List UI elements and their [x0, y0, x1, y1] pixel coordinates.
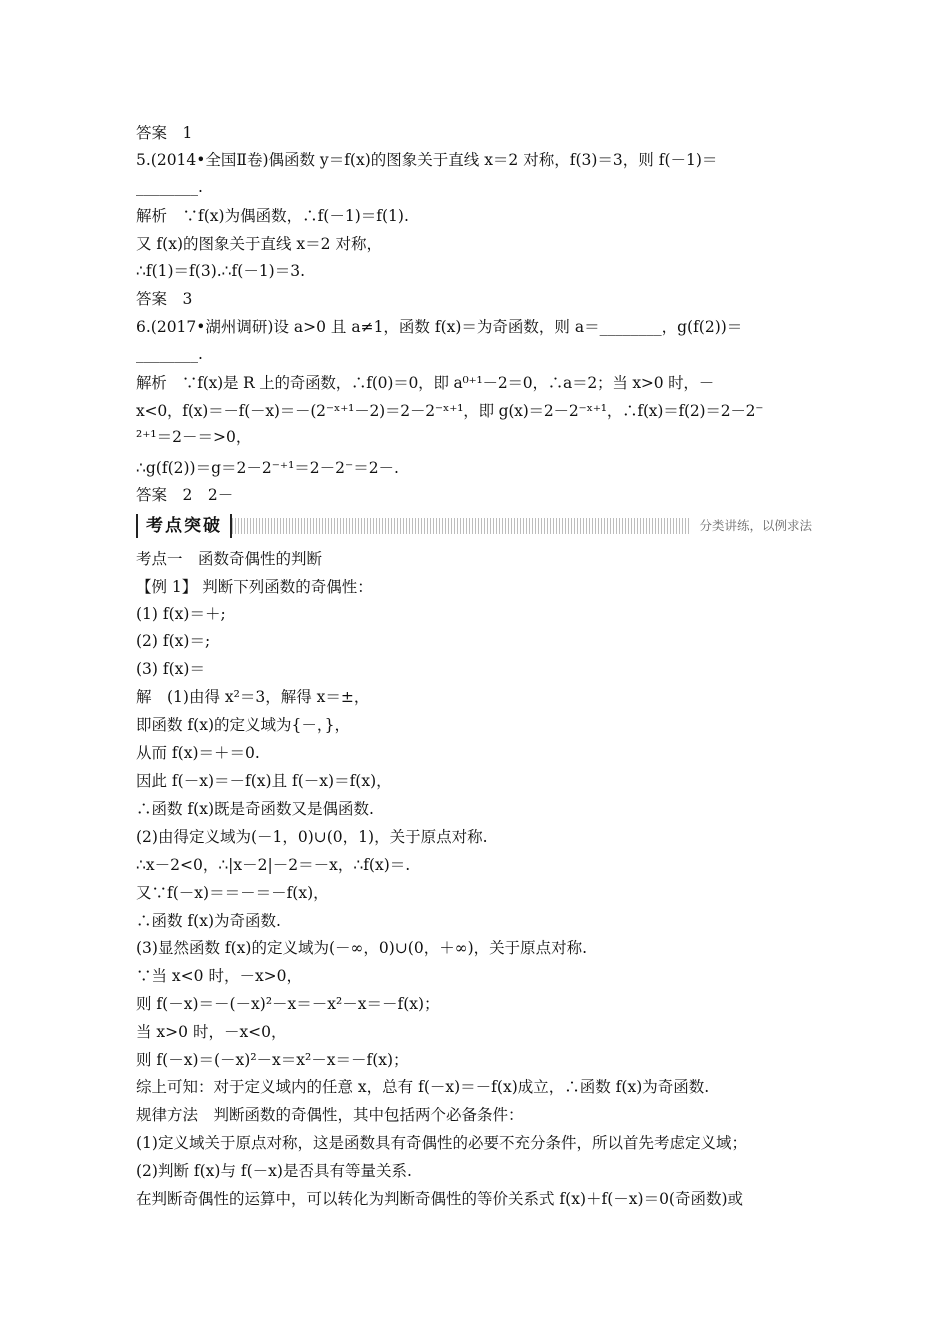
method-point-1: (1)定义域关于原点对称，这是函数具有奇偶性的必要不充分条件，所以首先考虑定义域；	[136, 1134, 747, 1152]
method-point-2: (2)判断 f(x)与 f(－x)是否具有等量关系.	[136, 1162, 412, 1180]
problem-5-analysis-2: 又 f(x)的图象关于直线 x＝2 对称，	[136, 235, 382, 253]
solution-1-step-5: ∴函数 f(x)既是奇函数又是偶函数.	[136, 800, 374, 818]
solution-3-conclusion: 综上可知：对于定义域内的任意 x，总有 f(－x)＝－f(x)成立，∴函数 f(x)为奇函数.	[136, 1078, 710, 1096]
problem-5-analysis-3: ∴f(1)＝f(3).∴f(－1)＝3.	[136, 262, 306, 280]
method-note: 在判断奇偶性的运算中，可以转化为判断奇偶性的等价关系式 f(x)＋f(－x)＝0(奇函数)或	[136, 1190, 744, 1208]
solution-1-step-4: 因此 f(－x)＝－f(x)且 f(－x)＝f(x)，	[136, 772, 392, 790]
problem-6-statement: 6.(2017•湖州调研)设 a>0 且 a≠1，函数 f(x)＝为奇函数，则 a＝________，g(f(2))＝	[136, 318, 743, 336]
problem-6-analysis-1: 解析 ∵f(x)是 R 上的奇函数，∴f(0)＝0，即 a⁰⁺¹－2＝0，∴a＝2；当 x>0 时，－	[136, 374, 714, 392]
answer-6: 答案 2 2－	[136, 486, 234, 504]
solution-1-step-2: 即函数 f(x)的定义域为{－，}，	[136, 716, 350, 734]
section-subtitle: 分类讲练，以例求法	[691, 516, 812, 536]
answer-5: 答案 3	[136, 290, 193, 308]
example-1-prompt: 【例 1】 判断下列函数的奇偶性：	[136, 578, 373, 596]
example-1-part-1: (1) f(x)＝＋;	[136, 605, 226, 623]
problem-6-analysis-4: ∴g(f(2))＝g＝2－2⁻⁺¹＝2－2⁻＝2－.	[136, 459, 399, 477]
problem-5-blank: ________.	[136, 178, 203, 196]
section-title: 考点突破	[136, 514, 232, 538]
solution-1-step-1: 解 (1)由得 x²＝3，解得 x＝±，	[136, 688, 370, 706]
section-header	[136, 514, 814, 540]
problem-5-statement: 5.(2014•全国Ⅱ卷)偶函数 y＝f(x)的图象关于直线 x＝2 对称，f(3)＝3，则 f(－1)＝	[136, 151, 718, 169]
example-1-part-3: (3) f(x)＝	[136, 660, 205, 678]
example-1-part-2: (2) f(x)＝;	[136, 632, 211, 650]
topic-1-heading: 考点一 函数奇偶性的判断	[136, 550, 323, 568]
method-heading: 规律方法 判断函数的奇偶性，其中包括两个必备条件：	[136, 1106, 524, 1124]
solution-2-step-4: ∴函数 f(x)为奇函数.	[136, 912, 281, 930]
solution-2-step-2: ∴x－2<0，∴|x－2|－2＝－x，∴f(x)＝.	[136, 856, 411, 874]
problem-6-blank: ________.	[136, 345, 203, 363]
answer-1: 答案 1	[136, 124, 193, 142]
solution-2-step-1: (2)由得定义域为(－1，0)∪(0，1)，关于原点对称.	[136, 828, 488, 846]
solution-1-step-3: 从而 f(x)＝＋＝0.	[136, 744, 260, 762]
problem-5-analysis-1: 解析 ∵f(x)为偶函数，∴f(－1)＝f(1).	[136, 207, 409, 225]
problem-6-analysis-2: x<0，f(x)＝－f(－x)＝－(2⁻ˣ⁺¹－2)＝2－2⁻ˣ⁺¹，即 g(x)＝2－2⁻ˣ⁺¹，∴f(x)＝f(2)＝2－2⁻	[136, 402, 764, 420]
solution-3-step-4: 当 x>0 时，－x<0，	[136, 1023, 287, 1041]
solution-3-step-2: ∵当 x<0 时，－x>0，	[136, 967, 303, 985]
solution-3-step-5: 则 f(－x)＝(－x)²－x＝x²－x＝－f(x)；	[136, 1051, 409, 1069]
solution-2-step-3: 又∵f(－x)＝＝－＝－f(x)，	[136, 884, 329, 902]
solution-3-step-3: 则 f(－x)＝－(－x)²－x＝－x²－x＝－f(x)；	[136, 995, 440, 1013]
problem-6-analysis-3: ²⁺¹＝2－＝>0，	[136, 428, 252, 446]
solution-3-step-1: (3)显然函数 f(x)的定义域为(－∞，0)∪(0，＋∞)，关于原点对称.	[136, 939, 588, 957]
